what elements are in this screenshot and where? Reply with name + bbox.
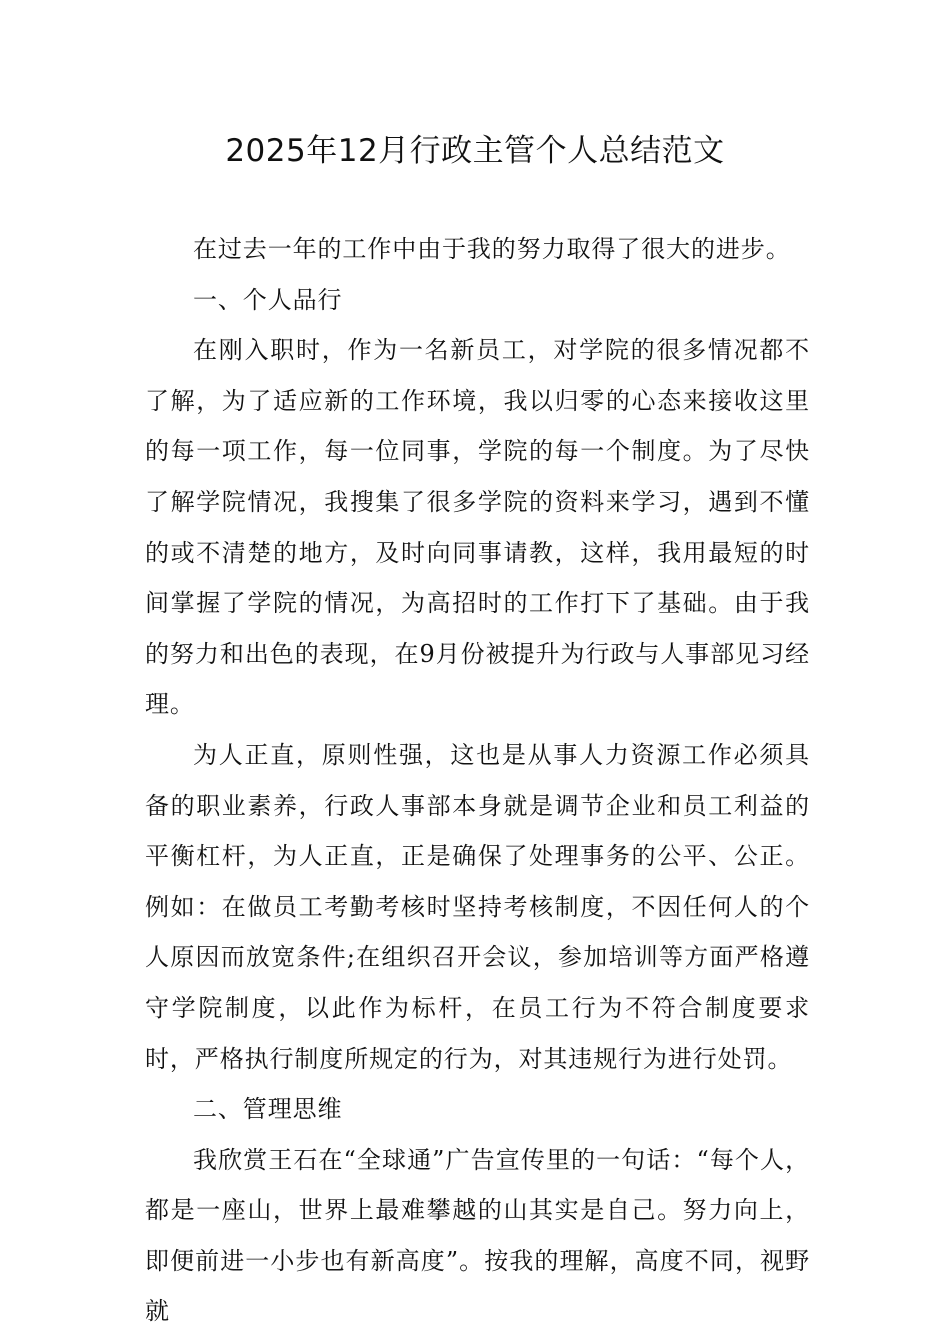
section-heading-personal-conduct: 一、个人品行 <box>193 285 343 314</box>
paragraph-intro: 在过去一年的工作中由于我的努力取得了很大的进步。 <box>193 235 791 263</box>
paragraph-onboarding: 在刚入职时，作为一名新员工，对学院的很多情况都不了解，为了适应新的工作环境，我以归零的心态来接收这里的每一项工作，每一位同事，学院的每一个制度。为了尽快了解学院情况，我搜集了很多学院的资料来学习，遇到不懂的或不清楚的地方，及时向同事请教，这样，我用最短的时间掌握了学院的情况，为高招时的工作打下了基础。由于我的努力和出色的表现，在9月份被提升为行政与人事部见习经理。 <box>145 336 810 719</box>
paragraph-management-quote: 我欣赏王石在“全球通”广告宣传里的一句话：“每个人，都是一座山，世界上最难攀越的山其实是自己。努力向上，即便前进一小步也有新高度”。按我的理解，高度不同，视野就 <box>145 1145 810 1326</box>
document-body <box>145 224 810 1337</box>
paragraph-integrity: 为人正直，原则性强，这也是从事人力资源工作必须具备的职业素养，行政人事部本身就是调节企业和员工利益的平衡杠杆，为人正直，正是确保了处理事务的公平、公正。例如：在做员工考勤考核时坚持考核制度，不因任何人的个人原因而放宽条件;在组织召开会议，参加培训等方面严格遵守学院制度，以此作为标杆，在员工行为不符合制度要求时，严格执行制度所规定的行为，对其违规行为进行处罚。 <box>145 740 810 1073</box>
section-heading-management-thinking: 二、管理思维 <box>193 1095 343 1124</box>
document-title: 2025年12月行政主管个人总结范文 <box>225 133 725 169</box>
